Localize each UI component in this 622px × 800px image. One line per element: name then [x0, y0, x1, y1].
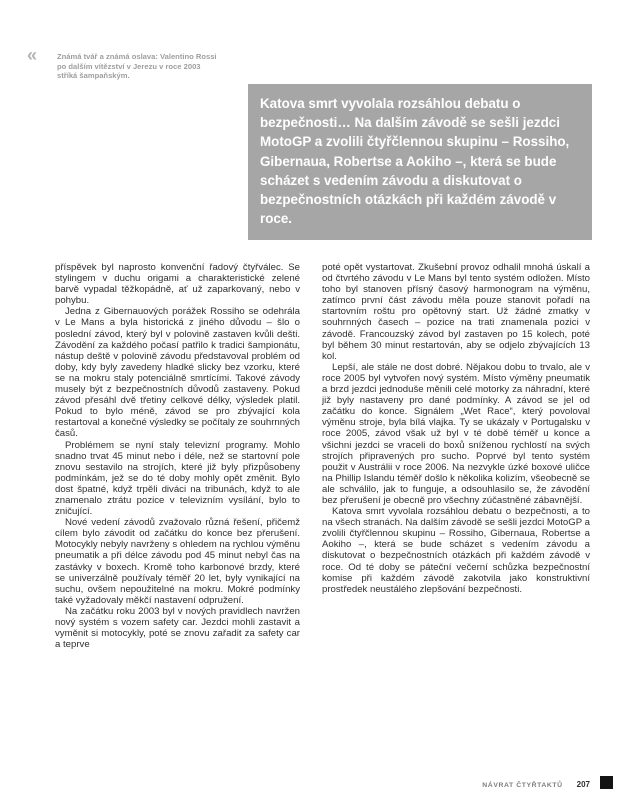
pull-quote: Katova smrt vyvolala rozsáhlou debatu o bezpečnosti… Na dalším závodě se sešli jezdci MotoGP a zvolili čtyřčlennou skupinu – Rossiho, Gibernaua, Robertse a Aokiho –, která se bude scházet s vedením závodu a diskutovat o bezpečnostních otázkách při každém závodě v roce. — [248, 84, 592, 240]
body-paragraph: příspěvek byl naprosto konvenční řadový čtyřválec. Se stylingem v duchu origami a charakteristické zelené barvě vypadal těžkopádně, ať už zaparkovaný, nebo v pohybu. — [55, 262, 300, 307]
body-paragraph: Lepší, ale stále ne dost dobré. Nějakou dobu to trvalo, ale v roce 2005 byl vytvořen nový systém. Místo výměny pneumatik a brzd jezdci jednoduše měnili celé motorky za náhradní, které již byly nastaveny pro dané podmínky. A závod se jel od začátku do konce. Signálem „Wet Race“, který povoloval výměnu stroje, byla bílá vlajka. Ty se ukázaly v Portugalsku v roce 2005, závod však už byl v té době téměř u konce a všichni jezdci se vraceli do boxů sníženou rychlostí na svých strojích připravených pro sucho. Poprvé byl tento systém použit v Austrálii v roce 2006. Na nezvykle úzké boxové uličce na Phillip Islandu téměř došlo k několika kolizím, všeobecně se ale schválilo, jak to funguje, a odsouhlasilo se, že závodění bez přerušení je obecně pro všechny zúčastněné zábavnější. — [322, 361, 590, 506]
right-column — [322, 262, 590, 595]
left-column — [55, 262, 300, 650]
body-paragraph: poté opět vystartovat. Zkušební provoz odhalil mnohá úskalí a od čtvrtého závodu v Le Mans byl tento systém odložen. Místo toho byl stanoven přísný časový harmonogram na výměnu, zatímco první část závodu měla pouze stanovit pořadí na startovním roštu pro opětovný start. Už žádné zmatky v souhrnných časech – pozice na trati znamenala pozici v závodě. Francouzský závod byl zastaven po 15 kolech, poté byl během 30 minut restartován, aby se odjelo zbývajících 13 kol. — [322, 262, 590, 362]
page-footer — [482, 780, 590, 789]
body-paragraph: Jedna z Gibernauových porážek Rossiho se odehrála v Le Mans a byla historická z jiného důvodu – šlo o poslední závod, který byl v polovině zastaven kvůli dešti. Závodění za každého počasí patřilo k tradici šampionátu, nástup deště v polovině závodu představoval problém od doby, kdy byly zavedeny hladké slicky bez vzorku, které se na mokru staly potenciálně smrtícími. Takové závody musely být z bezpečnostních důvodů zastaveny. Pokud závod přesáhl dvě třetiny celkové délky, výsledek platil. Pokud to bylo méně, závod se pro zbývající kola restartoval a konečné výsledky se počítaly ze souhrnných časů. — [55, 306, 300, 440]
body-paragraph: Problémem se nyní staly televizní programy. Mohlo snadno trvat 45 minut nebo i déle, než se startovní pole znovu sestavilo na strojích, které již byly přizpůsobeny podmínkám, jež se do té doby mohly opět změnit. Bylo dost špatné, když trpěli diváci na tribunách, když to ale znamenalo ztrátu pozice v televizním vysílání, bylo to zničující. — [55, 439, 300, 518]
body-paragraph: Nové vedení závodů zvažovalo různá řešení, přičemž cílem bylo závodit od začátku do konce bez přerušení. Motocykly nebyly navrženy s ohledem na rychlou výměnu pneumatik a při délce závodu pod 45 minut nebyl čas na zastávky v boxech. Kromě toho karbonové brzdy, které se univerzálně používaly téměř 20 let, byly vynikající na suchu, ovšem nepoužitelné na mokru. Mokré podmínky také vyžadovaly měkčí nastavení odpružení. — [55, 517, 300, 606]
photo-caption: Známá tvář a známá oslava: Valentino Rossi po dalším vítězství v Jerezu v roce 2003 stříká šampaňským. — [57, 52, 217, 81]
edge-marker-square — [600, 776, 613, 789]
caption-quote-icon: « — [27, 45, 37, 65]
footer-section-title: NÁVRAT ČTYŘTAKTŮ — [482, 782, 563, 789]
page-number: 207 — [576, 780, 590, 789]
body-paragraph: Katova smrt vyvolala rozsáhlou debatu o bezpečnosti, a to na všech stranách. Na dalším závodě se sešli jezdci MotoGP a zvolili čtyřčlennou skupinu – Rossiho, Gibernaua, Robertse a Aokiho –, která se bude scházet s vedením závodu a diskutovat o bezpečnostních otázkách při každém závodě v roce. Od té doby se páteční večerní schůzka bezpečnostní komise při každém závodě zakotvila jako konstruktivní prostředek neustálého zlepšování bezpečnosti. — [322, 506, 590, 595]
body-paragraph: Na začátku roku 2003 byl v nových pravidlech navržen nový systém s vozem safety car. Jezdci mohli zastavit a vyměnit si motocykly, poté se znovu zařadit za safety car a teprve — [55, 605, 300, 651]
